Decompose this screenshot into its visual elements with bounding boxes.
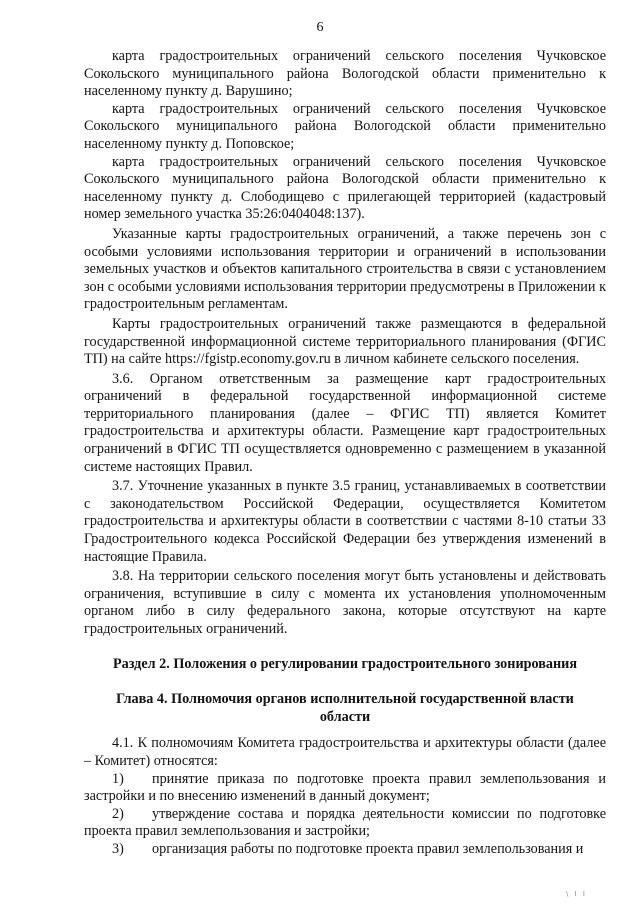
list-item-text: утверждение состава и порядка деятельности комиссии по подготовке проекта правил землепользования и застройки; [84,805,606,840]
chapter-heading: Глава 4. Полномочия органов исполнительной государственной власти области [116,691,574,725]
list-item [84,771,606,806]
list-item-number: 1) [112,770,124,787]
page-number: 6 [316,20,324,35]
paragraph-4-1: 4.1. К полномочиям Комитета градостроительства и архитектуры области (далее – Комитет) относятся: [84,735,606,769]
paragraph-map-popovskoe: карта градостроительных ограничений сельского поселения Чучковское Сокольского муниципального района Вологодской области применительно населенному пункту д. Поповское; [84,100,606,152]
paragraph-map-slobodishchevo: карта градостроительных ограничений сельского поселения Чучковское Сокольского муниципального района Вологодской области применительно к населенному пункту д. Слободищево с прилегающей территорией (кадастровый номер земельного участка 35:26:0404048:137). [84,153,606,223]
list-item [84,841,606,859]
scan-footer-mark: \ I I [566,890,587,898]
paragraph-map-varushino: карта градостроительных ограничений сельского поселения Чучковское Сокольского муниципального района Вологодской области применительно к населенному пункту д. Варушино; [84,48,606,100]
section-heading: Раздел 2. Положения о регулировании градостроительного зонирования [112,655,578,672]
paragraph-3-7: 3.7. Уточнение указанных в пункте 3.5 границ, устанавливаемых в соответствии с законодательством Российской Федерации, осуществляется Комитетом градостроительства и архитектуры области в соответствии с частями 8-10 статьи 33 Градостроительного кодекса Российской Федерации без утверждения изменений в настоящие Правила. [84,478,606,565]
paragraph-3-8: 3.8. На территории сельского поселения могут быть установлены и действовать ограничения, вступившие в силу с момента их установления уполномоченным органом либо в силу федерального закона, которые отсутствуют на карте градостроительных ограничений. [84,568,606,637]
list-item-number: 3) [112,840,124,857]
paragraph-fgis-placement: Карты градостроительных ограничений также размещаются в федеральной государственной информационной системе территориального планирования (ФГИС ТП) на сайте https://fgistp.economy.gov.ru в личном кабинете сельского поселения. [84,315,606,368]
paragraph-maps-list-note: Указанные карты градостроительных ограничений, а также перечень зон с особыми условиями использования территории и ограничений в использовании земельных участков и объектов капитального строительства в связи с установлением зон с особыми условиями использования территории предусмотрены в Приложении к градостроительным регламентам. [84,225,606,313]
document-body [84,48,606,859]
list-item [84,806,606,841]
paragraph-3-6: 3.6. Органом ответственным за размещение карт градостроительных ограничений в федеральной государственной информационной системе территориального планирования (далее – ФГИС ТП) является Комитет градостроительства и архитектуры области. Размещение карт градостроительных ограничений в ФГИС ТП осуществляется одновременно с размещением в указанной системе настоящих Правил. [84,370,606,475]
list-item-text: организация работы по подготовке проекта правил землепользования и [152,840,584,857]
list-item-text: принятие приказа по подготовке проекта правил землепользования и застройки и по внесению изменений в данный документ; [84,770,606,805]
list-item-number: 2) [112,805,124,822]
